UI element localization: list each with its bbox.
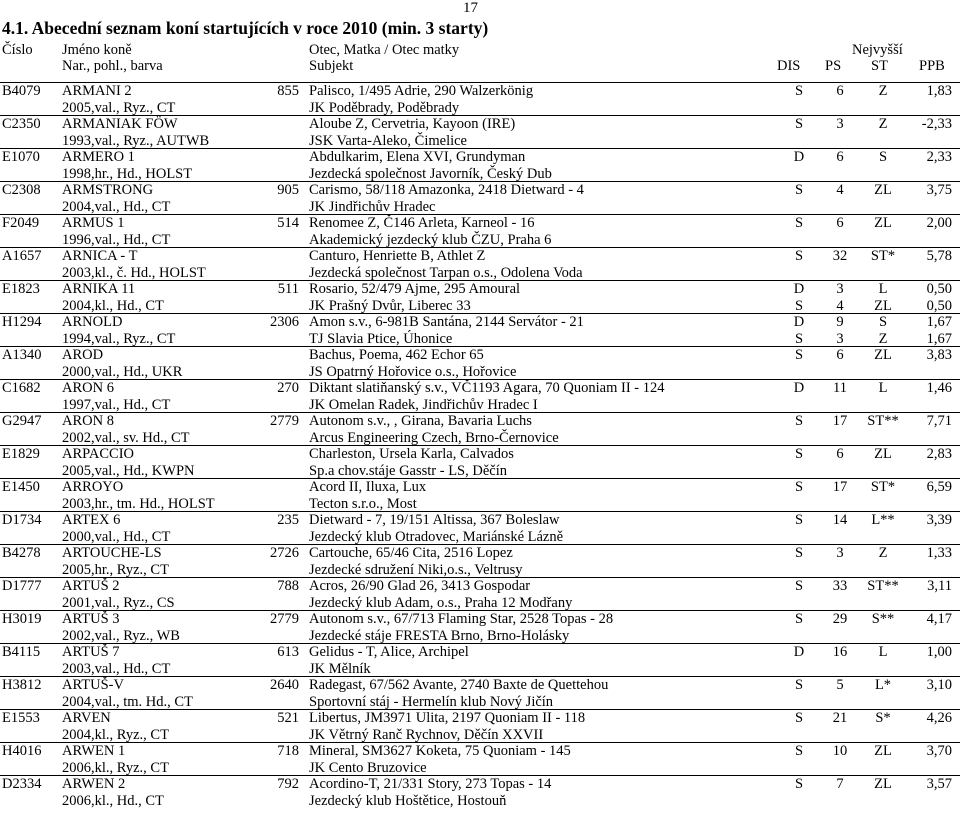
sire-code: 2640 <box>270 677 299 693</box>
table-row <box>0 743 960 776</box>
horse-info: 2003,val., Hd., CT <box>62 660 171 677</box>
discipline: S <box>794 248 804 264</box>
horse-name: ARTUŠ-V <box>62 677 124 693</box>
ppb-value-2: 0,50 <box>926 297 952 314</box>
ppb-value: 7,71 <box>926 413 952 429</box>
pedigree: Autonom s.v., , Girana, Bavaria Luchs <box>309 413 532 429</box>
highest-level: S <box>878 314 888 330</box>
highest-level: ZL <box>874 743 892 759</box>
horse-name: ARPACCIO <box>62 446 134 462</box>
discipline: S <box>794 116 804 132</box>
horse-id: A1657 <box>2 248 42 264</box>
pedigree: Radegast, 67/562 Avante, 2740 Baxte de Quettehou <box>309 677 609 693</box>
horse-id: E1829 <box>2 446 40 462</box>
ppb-value: 1,83 <box>926 83 952 99</box>
discipline: S <box>794 611 804 627</box>
table-row <box>0 281 960 314</box>
horse-name: ARNICA - T <box>62 248 138 264</box>
table-row <box>0 314 960 347</box>
starts-count: 32 <box>832 248 848 264</box>
starts-count: 6 <box>836 446 844 462</box>
highest-level: ST* <box>870 479 896 495</box>
table-row <box>0 512 960 545</box>
header-pedigree: Otec, Matka / Otec matky <box>309 42 460 58</box>
pedigree: Dietward - 7, 19/151 Altissa, 367 Boleslaw <box>309 512 560 528</box>
header-ps: PS <box>825 58 842 74</box>
highest-level: S <box>878 149 888 165</box>
highest-level-2: Z <box>878 330 888 347</box>
owner: JK Cento Bruzovice <box>309 759 427 776</box>
horse-info: 1997,val., Hd., CT <box>62 396 171 413</box>
owner: JSK Varta-Aleko, Čimelice <box>309 132 467 149</box>
owner: Sportovní stáj - Hermelín klub Nový Jičín <box>309 693 554 710</box>
highest-level: S* <box>875 710 891 726</box>
pedigree: Acros, 26/90 Glad 26, 3413 Gospodar <box>309 578 531 594</box>
starts-count: 3 <box>836 545 844 561</box>
ppb-value: 5,78 <box>926 248 952 264</box>
horse-id: A1340 <box>2 347 42 363</box>
starts-count: 16 <box>832 644 848 660</box>
ppb-value: 1,46 <box>926 380 952 396</box>
starts-count: 3 <box>836 116 844 132</box>
horse-id: B4115 <box>2 644 41 660</box>
owner: Akademický jezdecký klub ČZU, Praha 6 <box>309 231 552 248</box>
ppb-value: 2,33 <box>926 149 952 165</box>
starts-count: 6 <box>836 215 844 231</box>
ppb-value: 3,10 <box>926 677 952 693</box>
horse-info: 2004,val., tm. Hd., CT <box>62 693 193 710</box>
discipline-2: S <box>794 297 804 314</box>
horse-id: E1450 <box>2 479 40 495</box>
sire-code: 718 <box>277 743 299 759</box>
horse-id: D1777 <box>2 578 42 594</box>
sire-code: 905 <box>277 182 299 198</box>
horse-id: E1553 <box>2 710 40 726</box>
table-row <box>0 116 960 149</box>
highest-level: ST** <box>867 413 899 429</box>
highest-level: ZL <box>874 347 892 363</box>
pedigree: Libertus, JM3971 Ulita, 2197 Quoniam II - 118 <box>309 710 586 726</box>
pedigree: Abdulkarim, Elena XVI, Grundyman <box>309 149 526 165</box>
pedigree: Carismo, 58/118 Amazonka, 2418 Dietward - 4 <box>309 182 584 198</box>
horse-id: B4079 <box>2 83 41 99</box>
ppb-value: 6,59 <box>926 479 952 495</box>
horse-info: 2001,val., Ryz., CS <box>62 594 175 611</box>
starts-count: 21 <box>832 710 848 726</box>
starts-count: 33 <box>832 578 848 594</box>
starts-count: 17 <box>832 479 848 495</box>
table-row <box>0 677 960 710</box>
discipline: S <box>794 347 804 363</box>
owner: Jezdecké stáje FRESTA Brno, Brno-Holásky <box>309 627 570 644</box>
ppb-value: 3,83 <box>926 347 952 363</box>
ppb-value: 1,00 <box>926 644 952 660</box>
highest-level: ZL <box>874 446 892 462</box>
sire-code: 235 <box>277 512 299 528</box>
table-row <box>0 710 960 743</box>
ppb-value: 4,17 <box>926 611 952 627</box>
pedigree: Cartouche, 65/46 Cita, 2516 Lopez <box>309 545 513 561</box>
pedigree: Renomee Z, Č146 Arleta, Karneol - 16 <box>309 215 535 231</box>
starts-count: 5 <box>836 677 844 693</box>
table-row <box>0 347 960 380</box>
ppb-value-2: 1,67 <box>926 330 952 347</box>
header-ppb: PPB <box>919 58 945 74</box>
discipline: S <box>794 545 804 561</box>
ppb-value: 0,50 <box>926 281 952 297</box>
discipline: S <box>794 83 804 99</box>
owner: TJ Slavia Ptice, Úhonice <box>309 330 453 347</box>
starts-count: 6 <box>836 347 844 363</box>
highest-level: ZL <box>874 182 892 198</box>
owner: Jezdecký klub Hoštětice, Hostouň <box>309 792 507 809</box>
horse-name: ARTUŠ 3 <box>62 611 120 627</box>
discipline: S <box>794 446 804 462</box>
owner: JK Mělník <box>309 660 371 677</box>
highest-level: L** <box>871 512 895 528</box>
table-row <box>0 149 960 182</box>
discipline: S <box>794 743 804 759</box>
table-row <box>0 83 960 116</box>
owner: Sp.a chov.stáje Gasstr - LS, Děčín <box>309 462 507 479</box>
ppb-value: -2,33 <box>921 116 952 132</box>
starts-count: 17 <box>832 413 848 429</box>
pedigree: Diktant slatiňanský s.v., VČ1193 Agara, 70 Quoniam II - 124 <box>309 380 665 396</box>
ppb-value: 1,67 <box>926 314 952 330</box>
discipline: S <box>794 578 804 594</box>
ppb-value: 3,75 <box>926 182 952 198</box>
horse-info: 2005,hr., Ryz., CT <box>62 561 169 578</box>
horse-id: H4016 <box>2 743 42 759</box>
sire-code: 521 <box>277 710 299 726</box>
sire-code: 2306 <box>270 314 299 330</box>
header-st-top: Nejvyšší <box>852 42 903 58</box>
horse-name: ARNOLD <box>62 314 123 330</box>
sire-code: 2779 <box>270 611 299 627</box>
horse-id: E1070 <box>2 149 40 165</box>
owner: Arcus Engineering Czech, Brno-Černovice <box>309 429 559 446</box>
pedigree: Aloube Z, Cervetria, Kayoon (IRE) <box>309 116 516 132</box>
header-pedigree-sub: Subjekt <box>309 58 354 74</box>
owner: Tecton s.r.o., Most <box>309 495 417 512</box>
pedigree: Palisco, 1/495 Adrie, 290 Walzerkönig <box>309 83 534 99</box>
pedigree: Gelidus - T, Alice, Archipel <box>309 644 469 660</box>
pedigree: Canturo, Henriette B, Athlet Z <box>309 248 486 264</box>
table-row <box>0 380 960 413</box>
discipline: D <box>793 380 805 396</box>
discipline: D <box>793 149 805 165</box>
owner: JK Omelan Radek, Jindřichův Hradec I <box>309 396 538 413</box>
horse-id: B4278 <box>2 545 41 561</box>
pedigree: Mineral, SM3627 Koketa, 75 Quoniam - 145 <box>309 743 571 759</box>
table-row <box>0 479 960 512</box>
starts-count-2: 4 <box>836 297 844 314</box>
ppb-value: 3,39 <box>926 512 952 528</box>
table-row <box>0 545 960 578</box>
ppb-value: 1,33 <box>926 545 952 561</box>
discipline-2: S <box>794 330 804 347</box>
discipline: D <box>793 314 805 330</box>
owner: Jezdecké sdružení Niki,o.s., Veltrusy <box>309 561 523 578</box>
starts-count: 4 <box>836 182 844 198</box>
table-row <box>0 578 960 611</box>
owner: Jezdecký klub Adam, o.s., Praha 12 Modřany <box>309 594 573 611</box>
horse-id: C2308 <box>2 182 41 198</box>
ppb-value: 2,00 <box>926 215 952 231</box>
table-row <box>0 446 960 479</box>
highest-level: ST** <box>867 578 899 594</box>
horse-info: 2002,val., Ryz., WB <box>62 627 180 644</box>
horse-id: C2350 <box>2 116 41 132</box>
horse-name: ARTOUCHE-LS <box>62 545 162 561</box>
sire-code: 788 <box>277 578 299 594</box>
sire-code: 792 <box>277 776 299 792</box>
horse-id: F2049 <box>2 215 40 231</box>
highest-level: S** <box>871 611 895 627</box>
pedigree: Bachus, Poema, 462 Echor 65 <box>309 347 484 363</box>
sire-code: 2779 <box>270 413 299 429</box>
header-id: Číslo <box>2 42 33 58</box>
owner: Jezdecká společnost Javorník, Český Dub <box>309 165 552 182</box>
highest-level: L* <box>874 677 892 693</box>
horse-name: ARWEN 2 <box>62 776 126 792</box>
pedigree: Charleston, Ursela Karla, Calvados <box>309 446 514 462</box>
highest-level-2: ZL <box>874 297 892 314</box>
horse-id: D2334 <box>2 776 42 792</box>
horse-info: 2000,val., Hd., CT <box>62 528 171 545</box>
starts-count-2: 3 <box>836 330 844 347</box>
starts-count: 9 <box>836 314 844 330</box>
discipline: S <box>794 413 804 429</box>
sire-code: 511 <box>277 281 299 297</box>
header-name-sub: Nar., pohl., barva <box>62 58 163 74</box>
horse-info: 1993,val., Ryz., AUTWB <box>62 132 210 149</box>
table-row <box>0 248 960 281</box>
discipline: S <box>794 479 804 495</box>
horse-id: D1734 <box>2 512 42 528</box>
page-number: 17 <box>463 0 478 16</box>
horse-id: H3019 <box>2 611 42 627</box>
horse-id: E1823 <box>2 281 40 297</box>
horse-info: 2005,val., Ryz., CT <box>62 99 176 116</box>
starts-count: 10 <box>832 743 848 759</box>
horse-name: AROD <box>62 347 104 363</box>
horse-name: ARON 8 <box>62 413 114 429</box>
pedigree: Amon s.v., 6-981B Santána, 2144 Servátor - 21 <box>309 314 584 330</box>
owner: Jezdecký klub Otradovec, Mariánské Lázně <box>309 528 564 545</box>
discipline: S <box>794 776 804 792</box>
header-st: ST <box>871 58 888 74</box>
horse-info: 1998,hr., Hd., HOLST <box>62 165 193 182</box>
section-heading: 4.1. Abecední seznam koní startujících v roce 2010 (min. 3 starty) <box>2 18 489 38</box>
table-row <box>0 776 960 809</box>
discipline: S <box>794 677 804 693</box>
ppb-value: 2,83 <box>926 446 952 462</box>
horse-name: ARWEN 1 <box>62 743 126 759</box>
highest-level: Z <box>878 83 888 99</box>
starts-count: 14 <box>832 512 848 528</box>
highest-level: Z <box>878 545 888 561</box>
sire-code: 855 <box>277 83 299 99</box>
starts-count: 7 <box>836 776 844 792</box>
horse-name: ARON 6 <box>62 380 114 396</box>
horse-id: H3812 <box>2 677 42 693</box>
starts-count: 29 <box>832 611 848 627</box>
horse-info: 2006,kl., Hd., CT <box>62 792 164 809</box>
owner: JK Jindřichův Hradec <box>309 198 436 215</box>
horse-info: 2003,kl., č. Hd., HOLST <box>62 264 206 281</box>
highest-level: ZL <box>874 215 892 231</box>
discipline: S <box>794 512 804 528</box>
horse-info: 2006,kl., Ryz., CT <box>62 759 169 776</box>
pedigree: Rosario, 52/479 Ajme, 295 Amoural <box>309 281 521 297</box>
highest-level: L <box>878 644 888 660</box>
ppb-value: 3,57 <box>926 776 952 792</box>
table-row <box>0 611 960 644</box>
horse-name: ARMERO 1 <box>62 149 135 165</box>
horse-name: ARMUS 1 <box>62 215 125 231</box>
horse-info: 2002,val., sv. Hd., CT <box>62 429 190 446</box>
table-row <box>0 644 960 677</box>
horse-id: C1682 <box>2 380 41 396</box>
horse-info: 2004,kl., Ryz., CT <box>62 726 169 743</box>
owner: JK Větrný Ranč Rychnov, Děčín XXVII <box>309 726 544 743</box>
horse-name: ARNIKA 11 <box>62 281 136 297</box>
horse-name: ARVEN <box>62 710 111 726</box>
sire-code: 514 <box>277 215 299 231</box>
pedigree: Acord II, Iluxa, Lux <box>309 479 427 495</box>
header-dis: DIS <box>777 58 801 74</box>
starts-count: 3 <box>836 281 844 297</box>
starts-count: 6 <box>836 83 844 99</box>
table-row <box>0 413 960 446</box>
discipline: S <box>794 182 804 198</box>
horse-info: 2003,hr., tm. Hd., HOLST <box>62 495 215 512</box>
owner: JK Poděbrady, Poděbrady <box>309 99 460 116</box>
discipline: S <box>794 710 804 726</box>
pedigree: Autonom s.v., 67/713 Flaming Star, 2528 Topas - 28 <box>309 611 614 627</box>
sire-code: 270 <box>277 380 299 396</box>
highest-level: Z <box>878 116 888 132</box>
horse-info: 2000,val., Hd., UKR <box>62 363 183 380</box>
discipline: S <box>794 215 804 231</box>
horse-name: ARTUŠ 7 <box>62 644 120 660</box>
owner: Jezdecká společnost Tarpan o.s., Odolena Voda <box>309 264 583 281</box>
table-row <box>0 215 960 248</box>
horse-name: ARTUŠ 2 <box>62 578 120 594</box>
highest-level: ZL <box>874 776 892 792</box>
horse-name: ARROYO <box>62 479 124 495</box>
horse-name: ARMANIAK FÖW <box>62 116 178 132</box>
pedigree: Acordino-T, 21/331 Story, 273 Topas - 14 <box>309 776 552 792</box>
horse-info: 2004,kl., Hd., CT <box>62 297 164 314</box>
horse-info: 2004,val., Hd., CT <box>62 198 171 215</box>
horse-info: 2005,val., Hd., KWPN <box>62 462 195 479</box>
horse-name: ARMSTRONG <box>62 182 154 198</box>
owner: JK Prašný Dvůr, Liberec 33 <box>309 297 471 314</box>
owner: JS Opatrný Hořovice o.s., Hořovice <box>309 363 517 380</box>
ppb-value: 3,70 <box>926 743 952 759</box>
ppb-value: 3,11 <box>927 578 952 594</box>
horse-info: 1996,val., Hd., CT <box>62 231 171 248</box>
highest-level: L <box>878 380 888 396</box>
discipline: D <box>793 281 805 297</box>
sire-code: 613 <box>277 644 299 660</box>
sire-code: 2726 <box>270 545 299 561</box>
discipline: D <box>793 644 805 660</box>
horse-name: ARTEX 6 <box>62 512 121 528</box>
highest-level: L <box>878 281 888 297</box>
table-row <box>0 182 960 215</box>
horse-id: G2947 <box>2 413 42 429</box>
horse-id: H1294 <box>2 314 42 330</box>
horse-info: 1994,val., Ryz., CT <box>62 330 176 347</box>
highest-level: ST* <box>870 248 896 264</box>
header-name: Jméno koně <box>62 42 132 58</box>
starts-count: 11 <box>833 380 847 396</box>
starts-count: 6 <box>836 149 844 165</box>
horse-name: ARMANI 2 <box>62 83 132 99</box>
ppb-value: 4,26 <box>926 710 952 726</box>
